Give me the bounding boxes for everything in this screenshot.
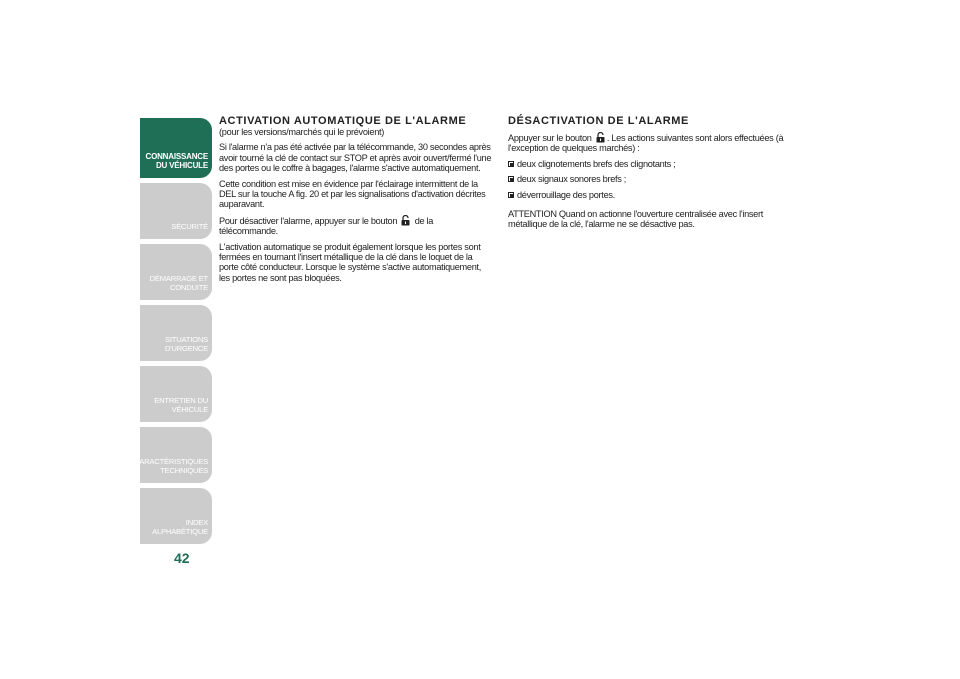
checkbox-bullet-icon bbox=[508, 192, 514, 198]
list-item bbox=[508, 190, 798, 200]
paragraph-led-signal: Cette condition est mise en évidence par l'éclairage intermittent de la DEL sur la touche A fig. 20 et par les signalisations d'activation décrites auparavant. bbox=[219, 178, 486, 210]
chapter-tabs bbox=[133, 118, 212, 549]
unlock-padlock-icon bbox=[401, 215, 410, 226]
text-segment: Appuyer sur le bouton bbox=[508, 133, 592, 143]
paragraph-key-insert: L'activation automatique se produit également lorsque les portes sont fermées en tournant l'insert métallique de la clé dans le loquet de la porte côté conducteur. Lorsque le système s'active automatiquement, les portes ne sont pas bloquées. bbox=[219, 241, 482, 283]
paragraph-deactivate bbox=[219, 215, 494, 237]
list-item bbox=[508, 174, 798, 184]
tab-label: INDEX ALPHABÉTIQUE bbox=[152, 518, 208, 536]
actions-list bbox=[508, 159, 798, 200]
attention-note: ATTENTION Quand on actionne l'ouverture centralisée avec l'insert métallique de la clé, l'alarme ne se désactive pas. bbox=[508, 209, 763, 230]
tab-label: SÉCURITÉ bbox=[171, 222, 208, 231]
checkbox-bullet-icon bbox=[508, 176, 514, 182]
section-activation-automatique bbox=[219, 116, 494, 283]
page-number: 42 bbox=[174, 550, 190, 566]
paragraph-versions: (pour les versions/marchés qui le prévoient) bbox=[219, 127, 385, 137]
tab-label: SITUATIONS D'URGENCE bbox=[164, 335, 208, 353]
tab-label: DÉMARRAGE ET CONDUITE bbox=[149, 274, 208, 292]
checkbox-bullet-icon bbox=[508, 161, 514, 167]
unlock-padlock-icon bbox=[596, 132, 605, 143]
section-title: DÉSACTIVATION DE L'ALARME bbox=[508, 115, 689, 127]
tab-label: ENTRETIEN DU VÉHICULE bbox=[154, 396, 208, 414]
paragraph-auto-activation: Si l'alarme n'a pas été activée par la télécommande, 30 secondes après avoir tourné la clé de contact sur STOP et après avoir ouvert/fermé l'une des portes ou le coffre à bagages, l'alarme s'active automatiquement. bbox=[219, 142, 492, 174]
tab-caracteristiques-techniques[interactable] bbox=[133, 427, 212, 483]
tab-situations-d-urgence[interactable] bbox=[140, 305, 212, 361]
paragraph-press-button bbox=[508, 132, 798, 154]
section-desactivation bbox=[508, 116, 798, 230]
tab-securite[interactable] bbox=[140, 183, 212, 239]
section-title: ACTIVATION AUTOMATIQUE DE L'ALARME bbox=[219, 115, 467, 127]
tab-entretien-du-vehicule[interactable] bbox=[140, 366, 212, 422]
list-item bbox=[508, 159, 798, 169]
list-item-text: deux clignotements brefs des clignotants ; bbox=[517, 158, 676, 169]
list-item-text: déverrouillage des portes. bbox=[517, 189, 615, 200]
tab-index-alphabetique[interactable] bbox=[140, 488, 212, 544]
text-segment: Pour désactiver l'alarme, appuyer sur le bouton bbox=[219, 215, 398, 226]
tab-label: CONNAISSANCE DU VÉHICULE bbox=[145, 152, 208, 170]
list-item-text: deux signaux sonores brefs ; bbox=[517, 174, 627, 185]
tab-connaissance-du-vehicule[interactable] bbox=[140, 118, 212, 178]
tab-label: CARACTÉRISTIQUES TECHNIQUES bbox=[133, 457, 208, 475]
text-segment: de la télécommande. bbox=[219, 215, 434, 237]
tab-demarrage-et-conduite[interactable] bbox=[140, 244, 212, 300]
text-segment: . Les actions suivantes sont alors effectuées (à l'exception de quelques marchés) : bbox=[508, 133, 784, 154]
